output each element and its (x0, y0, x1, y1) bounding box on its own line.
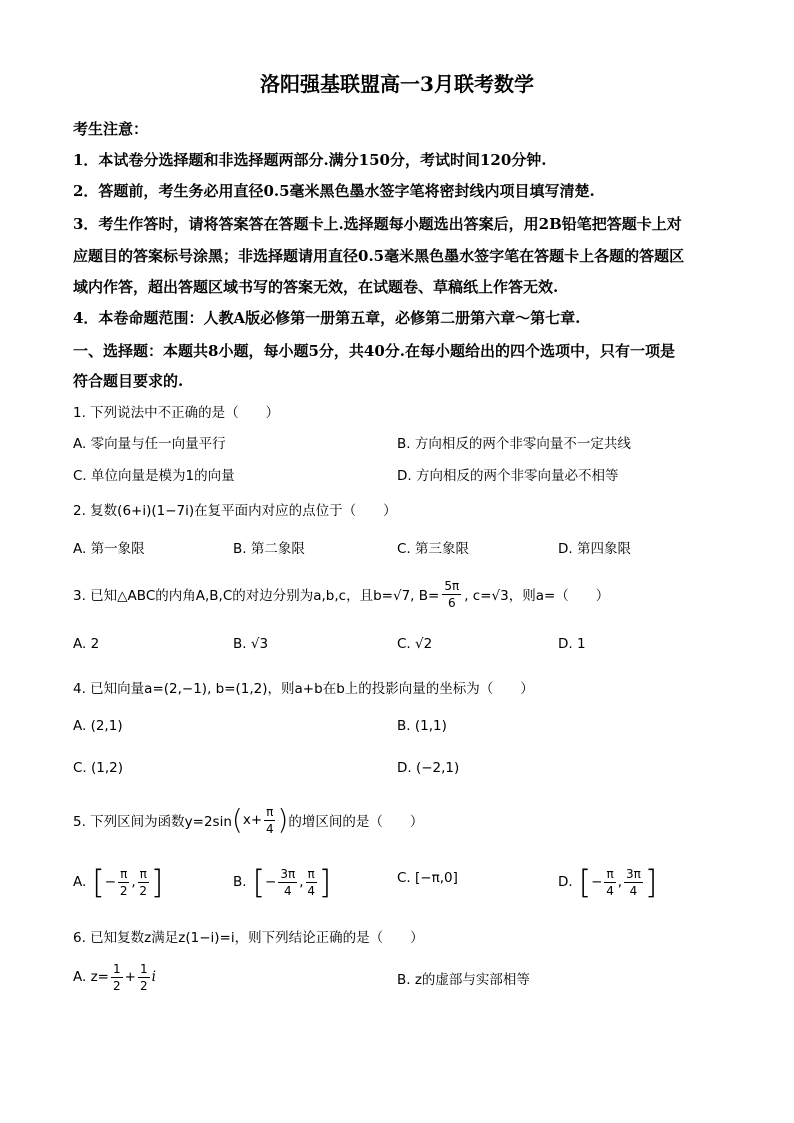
notice-heading: 考生注意： (73, 120, 149, 138)
fraction-denominator: 4 (307, 883, 315, 898)
question-3-option-a: A. 2 (73, 636, 100, 652)
question-2-option-b: B. 第二象限 (233, 541, 305, 557)
question-3-stem-part-a: 3. 已知△ABC的内角A,B,C的对边分别为a,b,c，且b=√7, B= (73, 588, 440, 604)
right-paren: ) (277, 803, 289, 836)
question-5-option-b (233, 858, 331, 906)
fraction-numerator: 1 (139, 961, 148, 976)
question-3-option-c: C. √2 (397, 636, 433, 652)
question-3-angle-fraction (442, 578, 461, 611)
question-5-stem-part-b: 的增区间的是（ ） (288, 814, 424, 830)
question-1-option-b: B. 方向相反的两个非零向量不一定共线 (397, 436, 631, 452)
fraction-denominator: 2 (139, 883, 148, 898)
question-5-option-c: C. [−π,0] (397, 870, 458, 886)
question-1-option-a: A. 零向量与任一向量平行 (73, 436, 226, 452)
real-part-fraction (111, 961, 123, 994)
interval-start-fraction (278, 866, 297, 899)
option-label: A. (73, 874, 87, 890)
question-5-stem-part-a: 5. 下列区间为函数y=2sin (73, 814, 232, 830)
question-4-option-d: D. (−2,1) (397, 760, 460, 776)
question-5-stem (73, 798, 423, 842)
fraction-denominator: 2 (112, 978, 121, 993)
question-5-argument-fraction (264, 804, 275, 837)
question-2-option-a: A. 第一象限 (73, 541, 145, 557)
left-paren: ( (231, 803, 243, 836)
minus-sign: − (265, 874, 277, 890)
question-3-stem-part-b: , c=√3，则a=（ ） (464, 588, 610, 604)
question-1-stem: 1. 下列说法中不正确的是（ ） (73, 405, 280, 421)
question-1-option-c: C. 单位向量是模为1的向量 (73, 468, 235, 484)
notice-item-3-line-3: 域内作答，超出答题区域书写的答案无效，在试题卷、草稿纸上作答无效. (73, 278, 559, 296)
question-6-stem: 6. 已知复数z满足z(1−i)=i，则下列结论正确的是（ ） (73, 930, 424, 946)
question-5-option-a (73, 858, 163, 906)
question-5-argument: x+ (242, 812, 263, 828)
imaginary-unit: i (151, 969, 156, 985)
fraction-denominator: 6 (447, 595, 456, 610)
fraction-numerator: π (120, 866, 128, 881)
left-bracket: [ (252, 863, 266, 901)
fraction-numerator: π (139, 866, 147, 881)
fraction-denominator: 4 (629, 883, 638, 898)
notice-item-3-line-2: 应题目的答案标号涂黑；非选择题请用直径0.5毫米黑色墨水签字笔在答题卡上各题的答题区 (73, 247, 685, 265)
comma: , (299, 874, 304, 890)
interval-end-fraction (306, 866, 317, 899)
minus-sign: − (591, 874, 603, 890)
notice-item-3-line-1: 3．考生作答时，请将答案答在答题卡上.选择题每小题选出答案后，用2B铅笔把答题卡上对 (73, 215, 682, 233)
notice-item-2: 2．答题前，考生务必用直径0.5毫米黑色墨水签字笔将密封线内项目填写清楚. (73, 182, 595, 200)
plus-sign: + (124, 969, 136, 985)
section-1-heading-line-2: 符合题目要求的. (73, 372, 184, 390)
question-4-option-c: C. (1,2) (73, 760, 124, 776)
question-3-stem (73, 572, 609, 616)
question-3-option-d: D. 1 (558, 636, 586, 652)
fraction-denominator: 4 (265, 821, 274, 836)
question-6-option-a (73, 955, 156, 999)
fraction-numerator: 1 (112, 961, 121, 976)
left-bracket: [ (578, 863, 592, 901)
question-4-stem: 4. 已知向量a=(2,−1), b=(1,2)，则a+b在b上的投影向量的坐标为（ ） (73, 681, 534, 697)
interval-end-fraction (624, 866, 643, 899)
fraction-denominator: 2 (119, 883, 128, 898)
question-4-option-b: B. (1,1) (397, 718, 447, 734)
fraction-numerator: 5π (444, 578, 460, 593)
right-bracket: ] (644, 863, 658, 901)
option-label: A. z= (73, 969, 109, 985)
imaginary-part-fraction (138, 961, 150, 994)
interval-start-fraction (118, 866, 129, 899)
minus-sign: − (104, 874, 117, 890)
notice-item-4: 4．本卷命题范围：人教A版必修第一册第五章，必修第二册第六章～第七章. (73, 309, 581, 327)
fraction-numerator: 3π (280, 866, 296, 881)
comma: , (617, 874, 623, 890)
right-bracket: ] (318, 863, 332, 901)
question-2-option-c: C. 第三象限 (397, 541, 470, 557)
question-1-option-d: D. 方向相反的两个非零向量必不相等 (397, 468, 619, 484)
section-1-heading-line-1: 一、选择题：本题共8小题，每小题5分，共40分.在每小题给出的四个选项中，只有一项是 (73, 342, 675, 360)
right-bracket: ] (150, 863, 164, 901)
question-6-option-b: B. z的虚部与实部相等 (397, 972, 530, 988)
fraction-numerator: π (266, 804, 274, 819)
question-2-stem: 2. 复数(6+i)(1−7i)在复平面内对应的点位于（ ） (73, 503, 397, 519)
interval-end-fraction (138, 866, 149, 899)
comma: , (131, 874, 136, 890)
fraction-denominator: 4 (283, 883, 292, 898)
question-2-option-d: D. 第四象限 (558, 541, 631, 557)
fraction-numerator: 3π (626, 866, 641, 881)
fraction-numerator: π (606, 866, 614, 881)
fraction-numerator: π (307, 866, 315, 881)
interval-start-fraction (604, 866, 615, 899)
exam-title: 洛阳强基联盟高一3月联考数学 (260, 72, 534, 96)
question-3-option-b: B. √3 (233, 636, 269, 652)
question-5-option-d (558, 858, 657, 906)
left-bracket: [ (92, 863, 105, 901)
question-4-option-a: A. (2,1) (73, 718, 123, 734)
option-label: D. (558, 874, 573, 890)
option-label: B. (233, 874, 247, 890)
fraction-denominator: 4 (606, 883, 614, 898)
fraction-denominator: 2 (139, 978, 148, 993)
notice-item-1: 1．本试卷分选择题和非选择题两部分.满分150分，考试时间120分钟. (73, 151, 547, 169)
